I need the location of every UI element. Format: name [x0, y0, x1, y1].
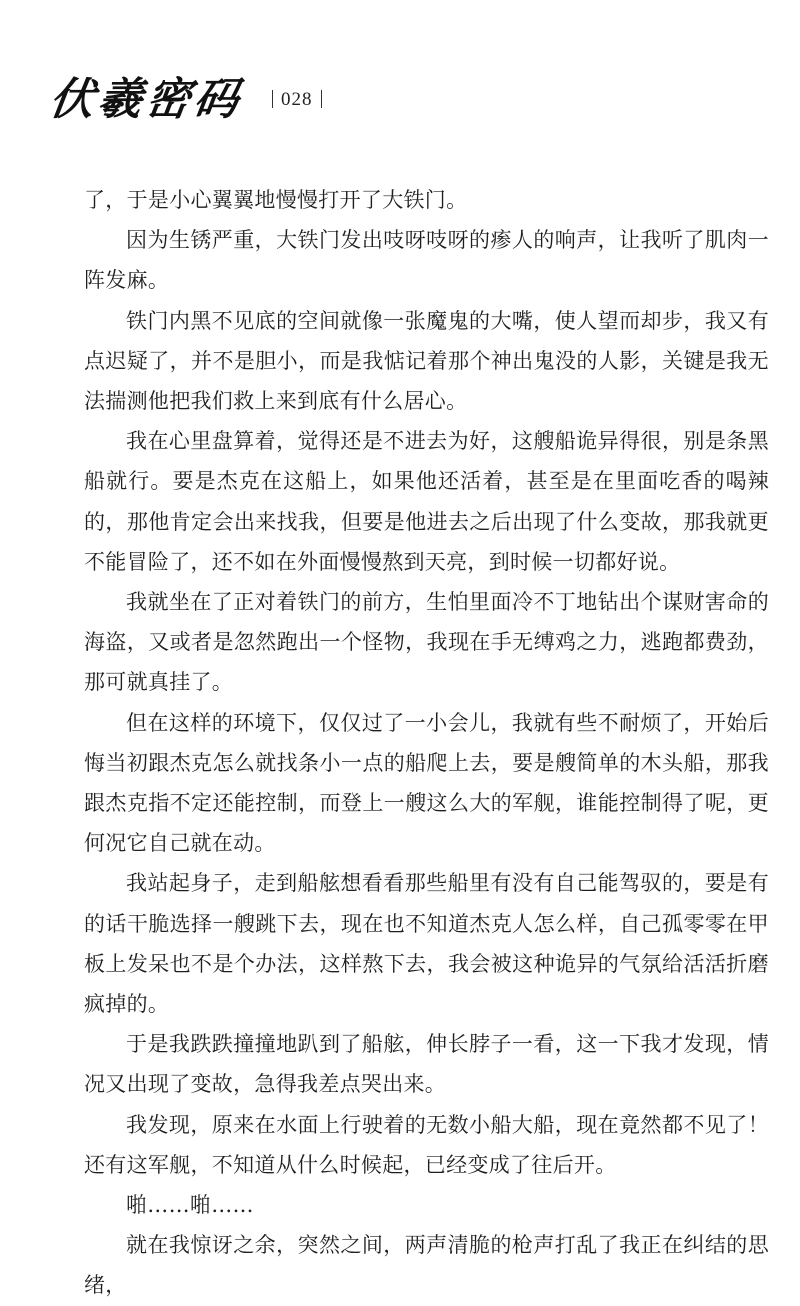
paragraph: 就在我惊讶之余，突然之间，两声清脆的枪声打乱了我正在纠结的思绪，: [84, 1233, 769, 1298]
paragraph: 因为生锈严重，大铁门发出吱呀吱呀的瘆人的响声，让我听了肌肉一阵发麻。: [84, 228, 769, 293]
paragraph: 我就坐在了正对着铁门的前方，生怕里面冷不丁地钻出个谋财害命的海盗，又或者是忽然跑出一个怪物，我现在手无缚鸡之力，逃跑都费劲，那可就真挂了。: [84, 590, 769, 695]
page-number-value: 028: [281, 89, 313, 110]
paragraph: 于是我跌跌撞撞地趴到了船舷，伸长脖子一看，这一下我才发现，情况又出现了变故，急得我差点哭出来。: [84, 1032, 769, 1097]
book-title-logo: 伏羲密码: [46, 74, 246, 125]
paragraph: 了，于是小心翼翼地慢慢打开了大铁门。: [84, 188, 468, 212]
paragraph: 我发现，原来在水面上行驶着的无数小船大船，现在竟然都不见了！还有这军舰，不知道从什么时候起，已经变成了往后开。: [84, 1112, 769, 1177]
page-header: [46, 70, 330, 130]
paragraph: 铁门内黑不见底的空间就像一张魔鬼的大嘴，使人望而却步，我又有点迟疑了，并不是胆小，而是我惦记着那个神出鬼没的人影，关键是我无法揣测他把我们救上来到底有什么居心。: [84, 308, 769, 414]
paragraph: 但在这样的环境下，仅仅过了一小会儿，我就有些不耐烦了，开始后悔当初跟杰克怎么就找条小一点的船爬上去，要是艘简单的木头船，那我跟杰克指不定还能控制，而登上一艘这么大的军舰，谁能控制得了呢，更何况它自己就在动。: [84, 710, 769, 856]
page-number-right-bar: [321, 90, 322, 108]
paragraph: 我站起身子，走到船舷想看看那些船里有没有自己能驾驭的，要是有的话干脆选择一艘跳下去，现在也不知道杰克人怎么样，自己孤零零在甲板上发呆也不是个办法，这样熬下去，我会被这种诡异的气氛给活活折磨疯掉的。: [84, 871, 769, 1017]
page-number-left-bar: [272, 90, 273, 108]
paragraph: 我在心里盘算着，觉得还是不进去为好，这艘船诡异得很，别是条黑船就行。要是杰克在这船上，如果他还活着，甚至是在里面吃香的喝辣的，那他肯定会出来找我，但要是他进去之后出现了什么变故，那我就更不能冒险了，还不如在外面慢慢熬到天亮，到时候一切都好说。: [84, 429, 769, 574]
paragraph: 啪……啪……: [126, 1193, 254, 1218]
page-number: [264, 89, 330, 111]
body-text: [84, 180, 769, 1306]
